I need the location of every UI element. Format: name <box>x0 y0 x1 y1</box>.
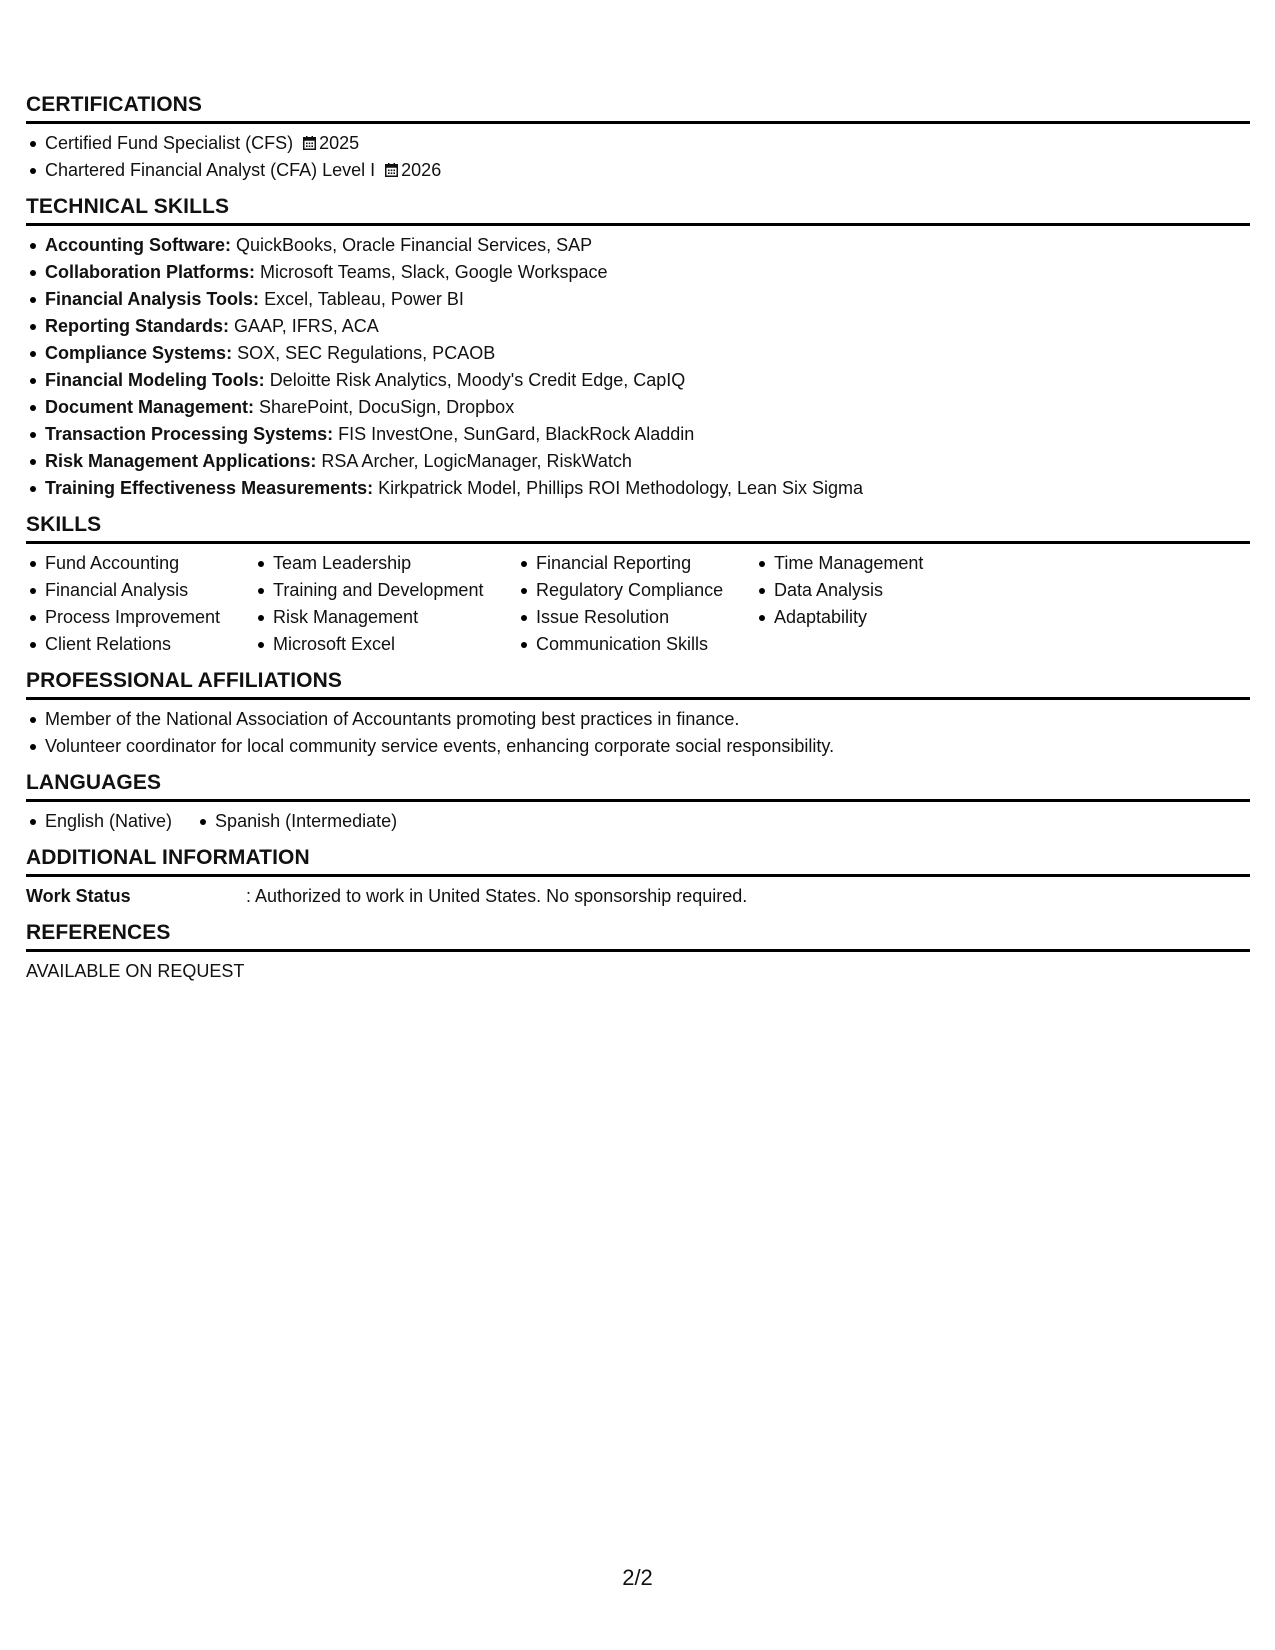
list-item: Issue Resolution <box>517 604 755 631</box>
list-item: Member of the National Association of Accountants promoting best practices in finance. <box>26 706 1250 733</box>
skill-category: Financial Analysis Tools: <box>45 289 260 309</box>
skill-values: SOX, SEC Regulations, PCAOB <box>237 343 496 363</box>
list-item <box>26 394 1250 421</box>
certification-name: Certified Fund Specialist (CFS) <box>45 133 294 153</box>
list-item: Training and Development <box>254 577 517 604</box>
section-title: PROFESSIONAL AFFILIATIONS <box>26 668 1250 700</box>
section-title: CERTIFICATIONS <box>26 92 1250 124</box>
section-title: TECHNICAL SKILLS <box>26 194 1250 226</box>
list-item <box>26 286 1250 313</box>
skill-category: Compliance Systems: <box>45 343 233 363</box>
skills-section <box>26 512 1250 658</box>
skills-grid <box>26 550 1250 658</box>
technical-skills-section <box>26 194 1250 502</box>
skill-category: Accounting Software: <box>45 235 232 255</box>
list-item: Regulatory Compliance <box>517 577 755 604</box>
list-item <box>26 232 1250 259</box>
skill-values: Microsoft Teams, Slack, Google Workspace <box>260 262 608 282</box>
list-item: Process Improvement <box>26 604 254 631</box>
skill-category: Risk Management Applications: <box>45 451 317 471</box>
work-status-value: : Authorized to work in United States. No sponsorship required. <box>246 886 748 906</box>
list-item <box>26 313 1250 340</box>
list-item: Communication Skills <box>517 631 755 658</box>
list-item: Data Analysis <box>755 577 995 604</box>
skill-category: Document Management: <box>45 397 255 417</box>
certifications-list <box>26 130 1250 184</box>
section-title: LANGUAGES <box>26 770 1250 802</box>
list-item: Risk Management <box>254 604 517 631</box>
certification-year: 2025 <box>319 133 360 153</box>
skill-category: Training Effectiveness Measurements: <box>45 478 374 498</box>
list-item: Spanish (Intermediate) <box>196 808 397 835</box>
skills-column <box>517 550 755 658</box>
section-title: ADDITIONAL INFORMATION <box>26 845 1250 877</box>
affiliations-section <box>26 668 1250 760</box>
list-item: Time Management <box>755 550 995 577</box>
resume-page <box>26 92 1250 995</box>
skill-category: Reporting Standards: <box>45 316 230 336</box>
references-section <box>26 920 1250 985</box>
list-item: Client Relations <box>26 631 254 658</box>
skill-values: RSA Archer, LogicManager, RiskWatch <box>321 451 632 471</box>
work-status-label: Work Status <box>26 886 131 906</box>
list-item: Adaptability <box>755 604 995 631</box>
technical-skills-list <box>26 232 1250 502</box>
skills-column <box>755 550 995 658</box>
list-item <box>26 421 1250 448</box>
certification-year: 2026 <box>401 160 442 180</box>
skills-column <box>254 550 517 658</box>
skill-values: Kirkpatrick Model, Phillips ROI Methodology, Lean Six Sigma <box>378 478 864 498</box>
affiliations-list <box>26 706 1250 760</box>
skill-values: FIS InvestOne, SunGard, BlackRock Aladdin <box>338 424 695 444</box>
calendar-icon <box>385 163 398 177</box>
skill-values: SharePoint, DocuSign, Dropbox <box>259 397 515 417</box>
list-item <box>26 130 1250 157</box>
list-item <box>26 340 1250 367</box>
skill-values: Excel, Tableau, Power BI <box>264 289 464 309</box>
skill-category: Collaboration Platforms: <box>45 262 256 282</box>
skill-category: Financial Modeling Tools: <box>45 370 265 390</box>
list-item: Financial Analysis <box>26 577 254 604</box>
references-text: AVAILABLE ON REQUEST <box>26 961 245 981</box>
additional-info-section <box>26 845 1250 910</box>
list-item: Team Leadership <box>254 550 517 577</box>
work-status-row <box>26 883 1250 910</box>
skill-values: GAAP, IFRS, ACA <box>234 316 379 336</box>
list-item <box>26 475 1250 502</box>
skills-column <box>26 550 254 658</box>
section-title: REFERENCES <box>26 920 1250 952</box>
calendar-icon <box>303 136 316 150</box>
skill-values: Deloitte Risk Analytics, Moody's Credit Edge, CapIQ <box>269 370 686 390</box>
skill-values: QuickBooks, Oracle Financial Services, SAP <box>236 235 593 255</box>
languages-section <box>26 770 1250 835</box>
languages-list <box>26 808 1250 835</box>
list-item: Financial Reporting <box>517 550 755 577</box>
list-item <box>26 157 1250 184</box>
list-item <box>26 367 1250 394</box>
list-item: Volunteer coordinator for local community service events, enhancing corporate social responsibility. <box>26 733 1250 760</box>
skill-category: Transaction Processing Systems: <box>45 424 334 444</box>
list-item: English (Native) <box>26 808 172 835</box>
list-item <box>26 448 1250 475</box>
list-item: Microsoft Excel <box>254 631 517 658</box>
section-title: SKILLS <box>26 512 1250 544</box>
page-number: 2/2 <box>622 1565 653 1590</box>
list-item <box>26 259 1250 286</box>
list-item: Fund Accounting <box>26 550 254 577</box>
certification-name: Chartered Financial Analyst (CFA) Level I <box>45 160 376 180</box>
certifications-section <box>26 92 1250 184</box>
